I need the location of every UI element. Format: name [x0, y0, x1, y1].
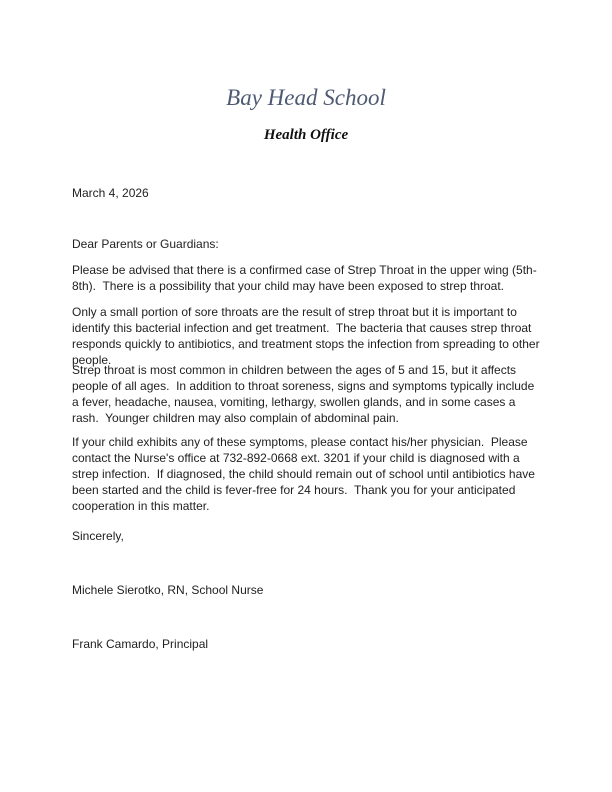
- letter-subheader: [0, 127, 612, 144]
- signature-nurse: Michele Sierotko, RN, School Nurse: [72, 583, 264, 597]
- letter-paragraph-1: Please be advised that there is a confirmed case of Strep Throat in the upper wing (5th-8th). There is a possibility that your child may have been exposed to strep throat.: [72, 263, 537, 293]
- letter-paragraph-2: Only a small portion of sore throats are the result of strep throat but it is important to identify this bacterial infection and get treatment. The bacteria that causes strep throat responds quickly to antibiotics, and treatment stops the infection from spreading to other people.: [72, 305, 543, 367]
- signature-principal: Frank Camardo, Principal: [72, 637, 209, 651]
- letter-paragraph-3: Strep throat is most common in children between the ages of 5 and 15, but it affects people of all ages. In addition to throat soreness, signs and symptoms typically include a fever, headache, nausea, vomiting, lethargy, swollen glands, and in some cases a rash. Younger children may also complain of abdominal pain.: [72, 363, 538, 425]
- letter-paragraph-4: If your child exhibits any of these symptoms, please contact his/her physician. Please contact the Nurse's office at 732-892-0668 ext. 3201 if your child is diagnosed with a strep infection. If diagnosed, the child should remain out of school until antibiotics have been started and the child is fever-free for 24 hours. Thank you for your anticipated cooperation in this matter.: [72, 435, 539, 513]
- letter-header: [0, 85, 612, 111]
- salutation: Dear Parents or Guardians:: [72, 237, 219, 251]
- closing: Sincerely,: [72, 529, 124, 543]
- office-subtitle: Health Office: [263, 127, 349, 143]
- school-name-title: Bay Head School: [226, 85, 386, 110]
- letter-date: March 4, 2026: [72, 186, 149, 200]
